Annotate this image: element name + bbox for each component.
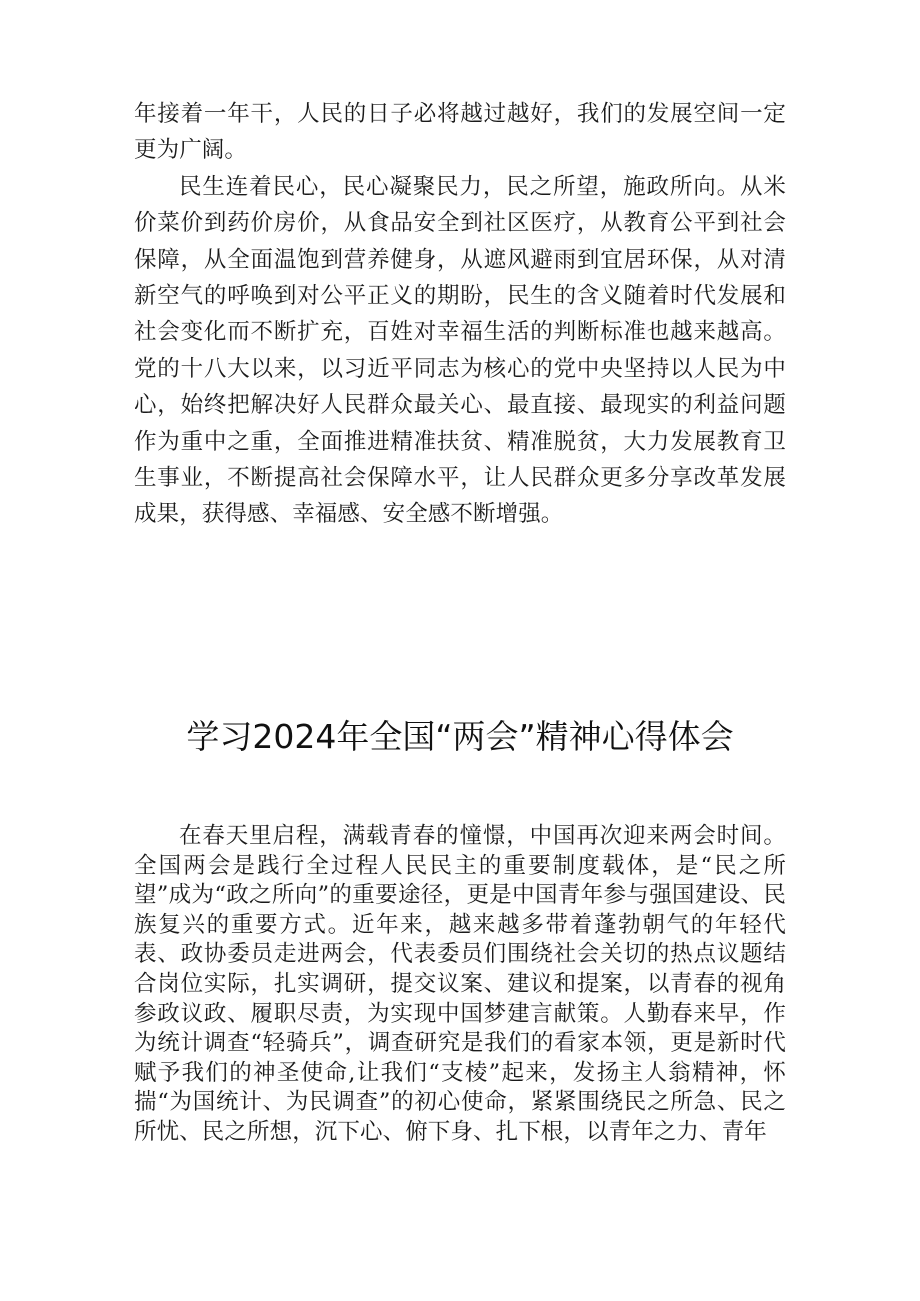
previous-article-text	[134, 96, 786, 533]
article-body	[134, 822, 786, 1148]
article-title: 学习2024年全国“两会”精神心得体会	[186, 717, 734, 756]
paragraph-livelihood: 民生连着民心，民心凝聚民力，民之所望，施政所向。从米价菜价到药价房价，从食品安全到社区医疗，从教育公平到社会保障，从全面温饱到营养健身，从遮风避雨到宜居环保，从对清新空气的呼唤到对公平正义的期盼，民生的含义随着时代发展和社会变化而不断扩充，百姓对幸福生活的判断标准也越来越高。党的十八大以来，以习近平同志为核心的党中央坚持以人民为中心，始终把解决好人民群众最关心、最直接、最现实的利益问题作为重中之重，全面推进精准扶贫、精准脱贫，大力发展教育卫生事业，不断提高社会保障水平，让人民群众更多分享改革发展成果，获得感、幸福感、安全感不断增强。	[134, 173, 786, 528]
paragraph-intro: 在春天里启程，满载青春的憧憬，中国再次迎来两会时间。全国两会是践行全过程人民民主的重要制度载体，是“民之所望”成为“政之所向”的重要途径，更是中国青年参与强国建设、民族复兴的重要方式。近年来，越来越多带着蓬勃朝气的年轻代表、政协委员走进两会，代表委员们围绕社会关切的热点议题结合岗位实际，扎实调研，提交议案、建议和提案，以青春的视角参政议政、履职尽责，为实现中国梦建言献策。人勤春来早，作为统计调查“轻骑兵”，调查研究是我们的看家本领，更是新时代赋予我们的神圣使命,让我们“支棱”起来，发扬主人翁精神，怀揣“为国统计、为民调查”的初心使命，紧紧围绕民之所急、民之所忧、民之所想，沉下心、俯下身、扎下根，以青年之力、青年	[134, 823, 786, 1145]
paragraph-continued: 年接着一年干，人民的日子必将越过越好，我们的发展空间一定更为广阔。	[134, 101, 786, 164]
